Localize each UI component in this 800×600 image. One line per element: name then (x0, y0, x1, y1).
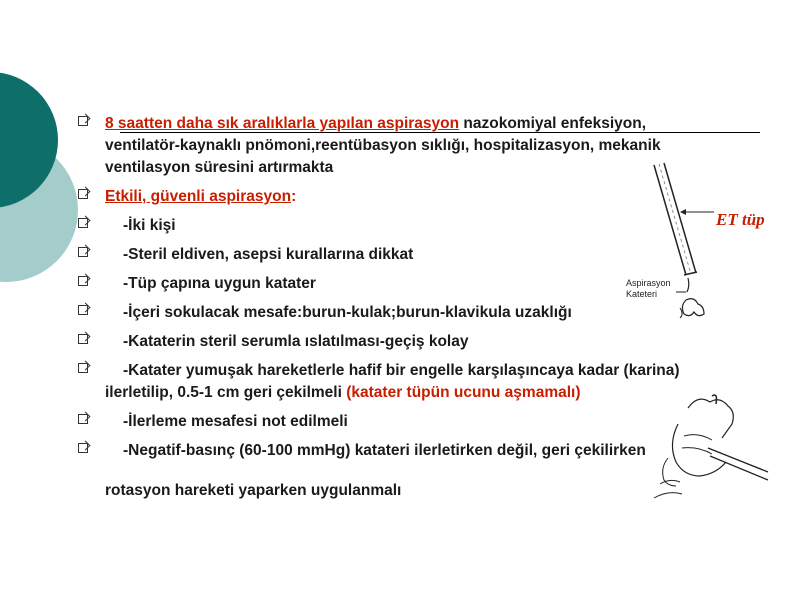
list-item (78, 273, 718, 295)
bullet-text: -Katater yumuşak hareketlerle hafif bir engelle karşılaşıncaya kadar (karina) ilerletilip, 0.5-1 cm geri çekilmeli (105, 362, 680, 401)
list-item (78, 113, 718, 179)
checkbox-bullet-icon (78, 247, 88, 257)
bullet-list (78, 113, 718, 502)
checkbox-bullet-icon (78, 276, 88, 286)
bullet-text: nazokomiyal enfeksiyon, ventilatör-kaynaklı pnömoni,reentübasyon sıklığı, hospitalizasyon, mekanik ventilasyon süresini artırmakta (105, 115, 661, 176)
checkbox-bullet-icon (78, 363, 88, 373)
aspiration-label-line2: Kateteri (626, 289, 658, 299)
bullet-text: : (291, 188, 297, 205)
checkbox-bullet-icon (78, 189, 88, 199)
bullet-text: -Kataterin steril serumla ıslatılması-geçiş kolay (123, 333, 469, 350)
bullet-text: -Steril eldiven, asepsi kurallarına dikkat (123, 246, 414, 263)
bullet-text: -İçeri sokulacak mesafe:burun-kulak;burun-klavikula uzaklığı (123, 304, 572, 321)
hand-catheter-illustration (648, 388, 773, 513)
et-tube-label: ET tüp (716, 210, 765, 229)
checkbox-bullet-icon (78, 116, 88, 126)
list-item (78, 215, 718, 237)
list-item (78, 186, 718, 208)
list-item (78, 360, 718, 404)
list-item (78, 331, 718, 353)
aspiration-label-line1: Aspirasyon (626, 278, 671, 288)
checkbox-bullet-icon (78, 334, 88, 344)
list-item (78, 411, 718, 433)
aspiration-catheter-label (626, 278, 671, 300)
red-note: (katater tüpün ucunu aşmamalı) (341, 384, 581, 401)
list-item (78, 244, 718, 266)
highlight-text: 8 saatten daha sık aralıklarla yapılan aspirasyon (105, 115, 460, 132)
bullet-text: -İlerleme mesafesi not edilmeli (123, 413, 348, 430)
bullet-text: -Negatif-basınç (60-100 mmHg) katateri ilerletirken değil, geri çekilirken (123, 442, 646, 459)
bullet-text: -Tüp çapına uygun katater (123, 275, 316, 292)
et-tube-illustration (640, 160, 730, 340)
checkbox-bullet-icon (78, 218, 88, 228)
list-item (78, 302, 718, 324)
bullet-text: -İki kişi (123, 217, 176, 234)
continuation-text: rotasyon hareketi yaparken uygulanmalı (105, 482, 402, 499)
highlight-text: Etkili, güvenli aspirasyon (105, 188, 292, 205)
checkbox-bullet-icon (78, 414, 88, 424)
checkbox-bullet-icon (78, 443, 88, 453)
checkbox-bullet-icon (78, 305, 88, 315)
list-item (78, 440, 718, 462)
